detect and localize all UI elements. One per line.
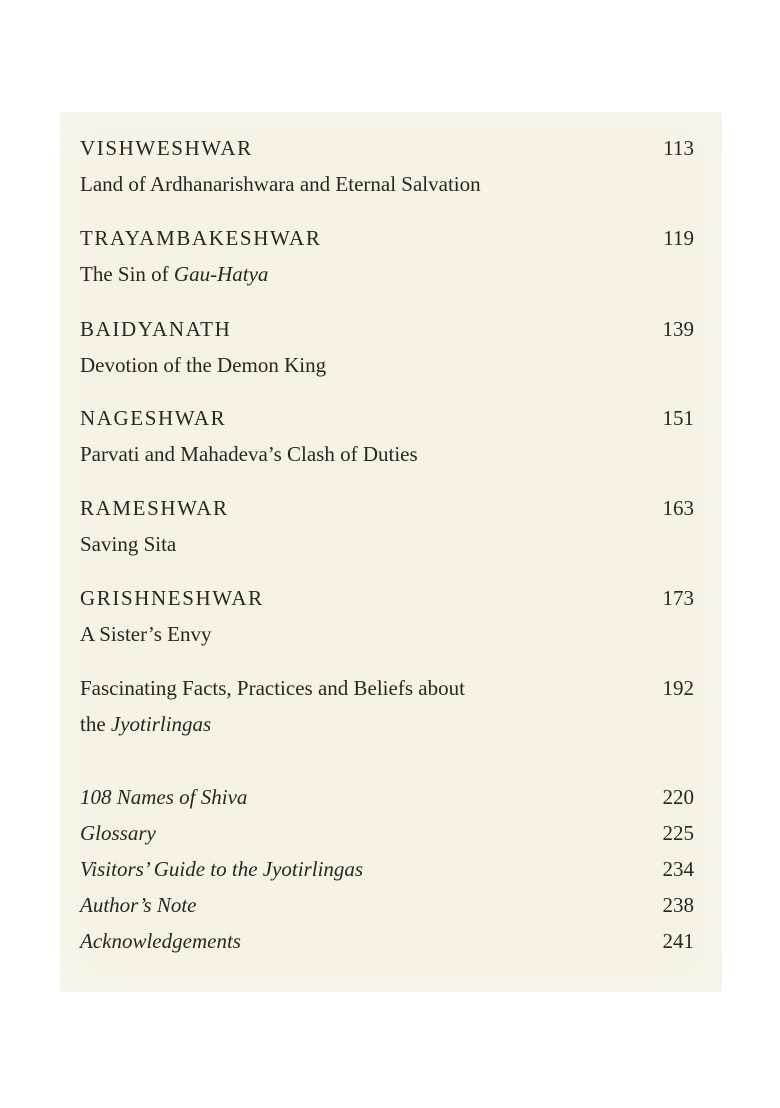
back-matter-title: Acknowledgements	[80, 929, 241, 953]
chapter-subtitle: Saving Sita	[80, 532, 177, 556]
back-matter-title: Glossary	[80, 821, 156, 845]
toc-entry-baidyanath	[80, 311, 694, 383]
back-matter-item	[80, 887, 694, 923]
facts-title-line-2	[80, 706, 694, 742]
chapter-subtitle: Parvati and Mahadeva’s Clash of Duties	[80, 442, 418, 466]
facts-title-line: Fascinating Facts, Practices and Beliefs about	[80, 676, 465, 700]
toc-entry-nageshwar	[80, 400, 694, 472]
toc-entry-vishweshwar	[80, 130, 694, 202]
facts-text: the	[80, 712, 111, 736]
toc-back-matter	[80, 779, 694, 959]
page-number: 234	[662, 857, 694, 881]
chapter-subtitle: Land of Ardhanarishwara and Eternal Salvation	[80, 172, 481, 196]
back-matter-title: 108 Names of Shiva	[80, 785, 248, 809]
back-matter-item	[80, 851, 694, 887]
toc-entry-trayambakeshwar	[80, 220, 694, 292]
page-number: 238	[662, 893, 694, 917]
chapter-subtitle	[80, 256, 694, 292]
page-number: 139	[662, 317, 694, 341]
page-number: 163	[662, 496, 694, 520]
back-matter-title: Visitors’ Guide to the Jyotirlingas	[80, 857, 364, 881]
page-number: 119	[663, 226, 694, 250]
toc-entry-rameshwar	[80, 490, 694, 562]
back-matter-item	[80, 815, 694, 851]
page-number: 220	[662, 785, 694, 809]
subtitle-italic-text: Gau-Hatya	[173, 262, 269, 286]
chapter-subtitle: Devotion of the Demon King	[80, 353, 327, 377]
page-number: 151	[662, 406, 694, 430]
chapter-title: TRAYAMBAKESHWAR	[80, 226, 322, 250]
chapter-title: GRISHNESHWAR	[80, 586, 264, 610]
page-number: 113	[663, 136, 694, 160]
back-matter-item	[80, 923, 694, 959]
toc-entry-facts	[80, 670, 694, 742]
page-number: 225	[662, 821, 694, 845]
chapter-title: VISHWESHWAR	[80, 136, 253, 160]
page-number: 241	[662, 929, 694, 953]
chapter-title: BAIDYANATH	[80, 317, 232, 341]
toc-entry-grishneshwar	[80, 580, 694, 652]
page-number: 192	[662, 676, 694, 700]
chapter-subtitle: A Sister’s Envy	[80, 622, 212, 646]
facts-italic-text: Jyotirlingas	[110, 712, 212, 736]
back-matter-item	[80, 779, 694, 815]
back-matter-title: Author’s Note	[80, 893, 197, 917]
page-number: 173	[662, 586, 694, 610]
chapter-title: NAGESHWAR	[80, 406, 227, 430]
subtitle-text: The Sin of	[80, 262, 174, 286]
chapter-title: RAMESHWAR	[80, 496, 229, 520]
